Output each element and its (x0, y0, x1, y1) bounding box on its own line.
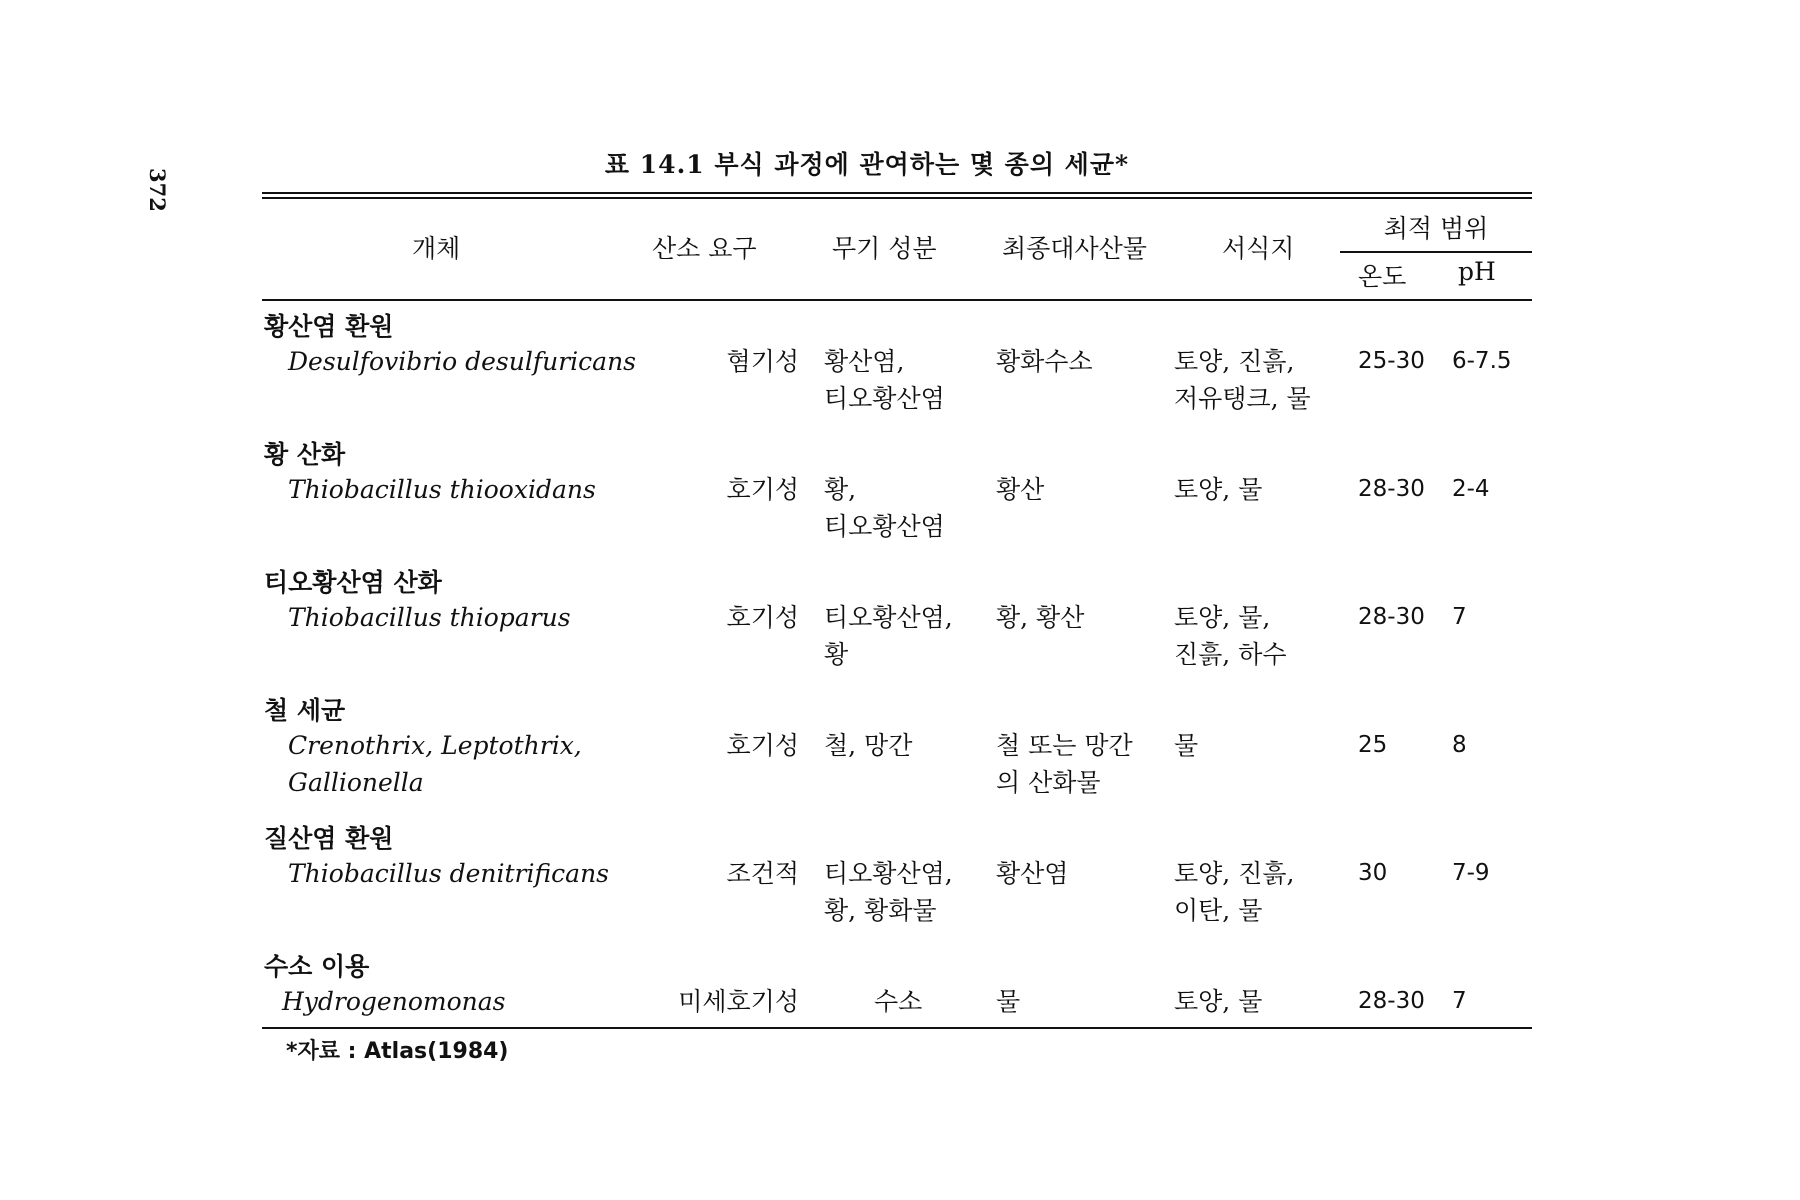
organism-name: Thiobacillus denitrificans (288, 859, 609, 888)
habitat-line: 토양, 물 (1174, 475, 1263, 504)
habitat-line: 토양, 진흙, (1174, 347, 1295, 376)
category-label: 철 세균 (264, 696, 346, 725)
header-optimal-range-group (1340, 199, 1532, 299)
category-label: 황 산화 (264, 440, 346, 469)
mineral-cell (824, 599, 953, 673)
table-footnote: *자료 : Atlas(1984) (286, 1039, 509, 1064)
page-number: 372 (145, 168, 170, 212)
habitat-line: 진흙, 하수 (1174, 640, 1287, 669)
temperature-cell: 30 (1358, 860, 1388, 886)
header-oxygen: 산소 요구 (652, 234, 757, 263)
mineral-line: 티오황산염, (824, 859, 953, 888)
organism-name: Desulfovibrio desulfuricans (288, 347, 636, 376)
top-double-rule (262, 192, 1532, 199)
habitat-line: 저유탱크, 물 (1174, 384, 1311, 413)
product-cell (996, 599, 1084, 636)
header-mineral: 무기 성분 (832, 234, 937, 263)
habitat-cell (1174, 599, 1287, 673)
product-line: 의 산화물 (996, 768, 1101, 797)
ph-cell: 7 (1452, 988, 1467, 1014)
mineral-cell (824, 343, 945, 417)
mineral-cell (824, 727, 912, 764)
habitat-cell (1174, 983, 1262, 1020)
header-optimal-range: 최적 범위 (1383, 214, 1489, 243)
product-line: 물 (996, 987, 1021, 1016)
product-cell (996, 343, 1093, 380)
table-row (262, 685, 1532, 805)
category-label: 황산염 환원 (264, 312, 394, 341)
organism-name: Thiobacillus thioparus (288, 603, 571, 632)
bacteria-table (262, 148, 1532, 1029)
habitat-cell (1174, 727, 1198, 764)
temperature-cell: 25 (1358, 732, 1388, 758)
organism-name: Crenothrix, Leptothrix, (288, 731, 582, 760)
habitat-line: 물 (1174, 731, 1199, 760)
category-label: 질산염 환원 (264, 824, 394, 853)
organism-name: Thiobacillus thiooxidans (288, 475, 596, 504)
product-cell (996, 471, 1044, 508)
product-cell (996, 983, 1020, 1020)
organism-cell (288, 727, 582, 801)
ph-cell: 2-4 (1452, 476, 1490, 502)
oxygen-cell: 미세호기성 (678, 987, 799, 1016)
organism-cell (288, 855, 609, 892)
mineral-line: 티오황산염 (824, 512, 945, 541)
oxygen-cell: 호기성 (726, 475, 799, 504)
table-row (262, 429, 1532, 549)
header-habitat: 서식지 (1222, 234, 1295, 263)
product-cell (996, 727, 1133, 801)
habitat-cell (1174, 855, 1294, 929)
table-body (262, 301, 1532, 1029)
table-title: 표 14.1 부식 과정에 관여하는 몇 종의 세균* (604, 150, 1130, 179)
organism-name: Gallionella (288, 768, 424, 797)
ph-cell: 7-9 (1452, 860, 1490, 886)
organism-name: Hydrogenomonas (282, 987, 506, 1016)
temperature-cell: 25-30 (1358, 348, 1425, 374)
habitat-cell (1174, 343, 1311, 417)
mineral-line: 티오황산염, (824, 603, 953, 632)
habitat-line: 토양, 물 (1174, 987, 1263, 1016)
mineral-line: 수소 (874, 987, 923, 1016)
product-line: 황화수소 (996, 347, 1093, 376)
temperature-cell: 28-30 (1358, 476, 1425, 502)
oxygen-cell: 조건적 (726, 859, 799, 888)
temperature-cell: 28-30 (1358, 604, 1425, 630)
mineral-line: 티오황산염 (824, 384, 945, 413)
header-ph: pH (1458, 257, 1496, 286)
temperature-cell: 28-30 (1358, 988, 1425, 1014)
oxygen-cell: 호기성 (726, 603, 799, 632)
header-organism: 개체 (412, 234, 461, 263)
mineral-cell (874, 983, 922, 1020)
header-temperature: 온도 (1358, 262, 1407, 291)
habitat-line: 토양, 진흙, (1174, 859, 1295, 888)
organism-cell (288, 599, 571, 636)
ph-cell: 8 (1452, 732, 1467, 758)
organism-cell (288, 471, 596, 508)
oxygen-cell: 혐기성 (726, 347, 799, 376)
table-row (262, 557, 1532, 677)
header-optimal-rule (1340, 251, 1532, 253)
category-label: 티오황산염 산화 (264, 568, 442, 597)
mineral-line: 황산염, (824, 347, 905, 376)
product-line: 철 또는 망간 (996, 731, 1133, 760)
organism-cell (288, 343, 636, 380)
category-label: 수소 이용 (264, 952, 370, 981)
table-row (262, 301, 1532, 421)
product-line: 황산 (996, 475, 1045, 504)
mineral-cell (824, 471, 945, 545)
habitat-cell (1174, 471, 1262, 508)
table-header (262, 199, 1532, 301)
mineral-line: 철, 망간 (824, 731, 913, 760)
product-cell (996, 855, 1068, 892)
mineral-line: 황, (824, 475, 857, 504)
habitat-line: 토양, 물, (1174, 603, 1271, 632)
product-line: 황, 황산 (996, 603, 1085, 632)
mineral-line: 황 (824, 640, 849, 669)
ph-cell: 6-7.5 (1452, 348, 1512, 374)
oxygen-cell: 호기성 (726, 731, 799, 760)
mineral-line: 황, 황화물 (824, 896, 937, 925)
habitat-line: 이탄, 물 (1174, 896, 1263, 925)
organism-cell (282, 983, 505, 1020)
header-product: 최종대사산물 (1002, 234, 1147, 263)
mineral-cell (824, 855, 953, 929)
ph-cell: 7 (1452, 604, 1467, 630)
product-line: 황산염 (996, 859, 1069, 888)
table-row (262, 813, 1532, 933)
